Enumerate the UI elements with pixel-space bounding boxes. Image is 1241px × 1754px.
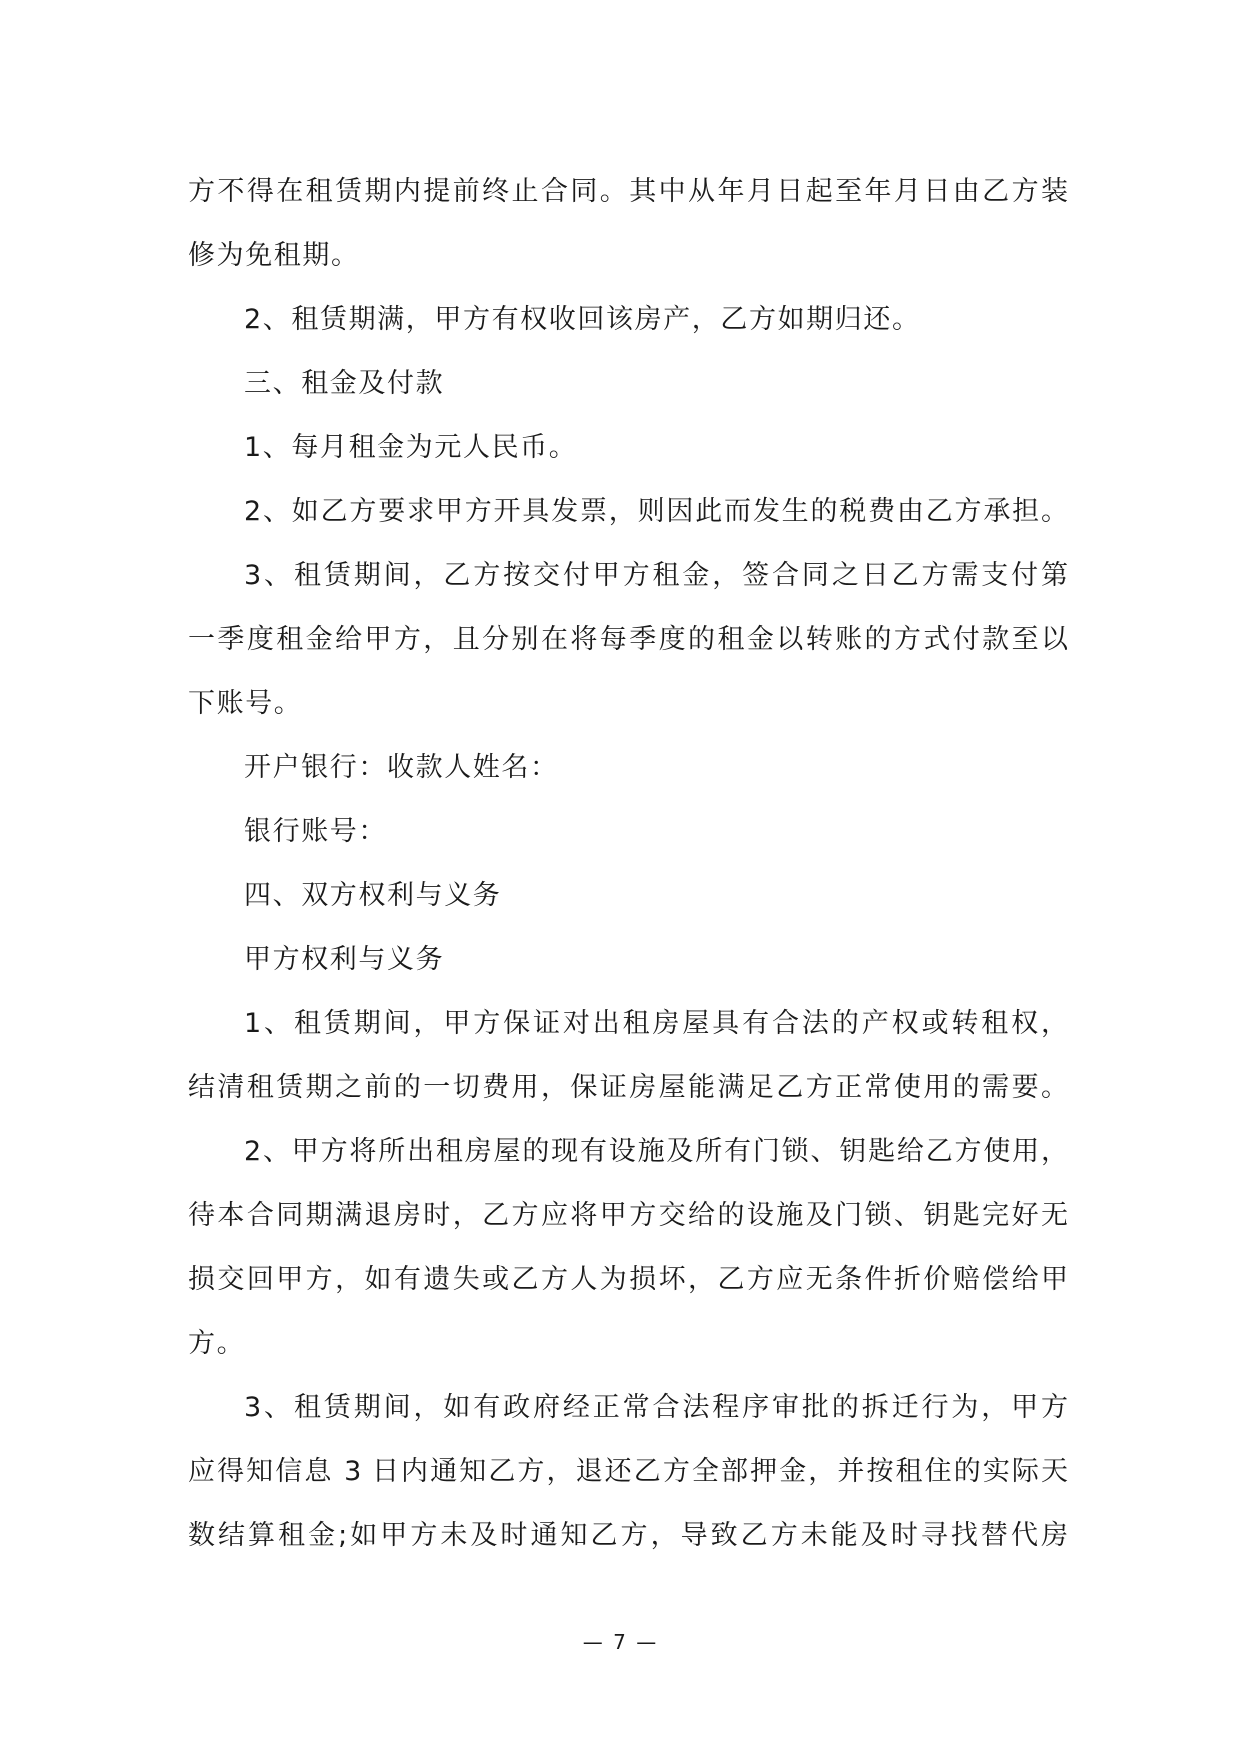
paragraph-line: 甲方权利与义务 bbox=[244, 944, 445, 975]
page-number: — 7 — bbox=[582, 1630, 659, 1654]
paragraph-line: 方。 bbox=[188, 1328, 246, 1359]
paragraph-line: 应得知信息 3 日内通知乙方，退还乙方全部押金，并按租住的实际天 bbox=[188, 1456, 1068, 1487]
paragraph-line: 一季度租金给甲方，且分别在将每季度的租金以转账的方式付款至以 bbox=[188, 624, 1068, 655]
paragraph-line: 损交回甲方，如有遗失或乙方人为损坏，乙方应无条件折价赔偿给甲 bbox=[188, 1264, 1068, 1295]
paragraph-line: 数结算租金;如甲方未及时通知乙方，导致乙方未能及时寻找替代房 bbox=[188, 1520, 1068, 1551]
paragraph-line: 待本合同期满退房时，乙方应将甲方交给的设施及门锁、钥匙完好无 bbox=[188, 1200, 1068, 1231]
paragraph-line: 2、租赁期满，甲方有权收回该房产，乙方如期归还。 bbox=[244, 304, 921, 335]
document-body bbox=[188, 160, 1068, 1568]
paragraph-line: 开户银行：收款人姓名： bbox=[244, 752, 559, 783]
paragraph-line: 1、每月租金为元人民币。 bbox=[244, 432, 578, 463]
paragraph-line: 方不得在租赁期内提前终止合同。其中从年月日起至年月日由乙方装 bbox=[188, 176, 1068, 207]
paragraph-line: 3、租赁期间，如有政府经正常合法程序审批的拆迁行为，甲方 bbox=[244, 1392, 1068, 1423]
paragraph-line: 1、租赁期间，甲方保证对出租房屋具有合法的产权或转租权， bbox=[244, 1008, 1068, 1039]
paragraph-line: 结清租赁期之前的一切费用，保证房屋能满足乙方正常使用的需要。 bbox=[188, 1072, 1068, 1103]
paragraph-line: 三、租金及付款 bbox=[244, 368, 445, 399]
paragraph-line: 修为免租期。 bbox=[188, 240, 360, 271]
paragraph-line: 2、甲方将所出租房屋的现有设施及所有门锁、钥匙给乙方使用， bbox=[244, 1136, 1068, 1167]
paragraph-line: 下账号。 bbox=[188, 688, 303, 719]
paragraph-line: 2、如乙方要求甲方开具发票，则因此而发生的税费由乙方承担。 bbox=[244, 496, 1068, 527]
paragraph-line: 四、双方权利与义务 bbox=[244, 880, 502, 911]
paragraph-line: 3、租赁期间，乙方按交付甲方租金，签合同之日乙方需支付第 bbox=[244, 560, 1068, 591]
paragraph-line: 银行账号： bbox=[244, 816, 387, 847]
